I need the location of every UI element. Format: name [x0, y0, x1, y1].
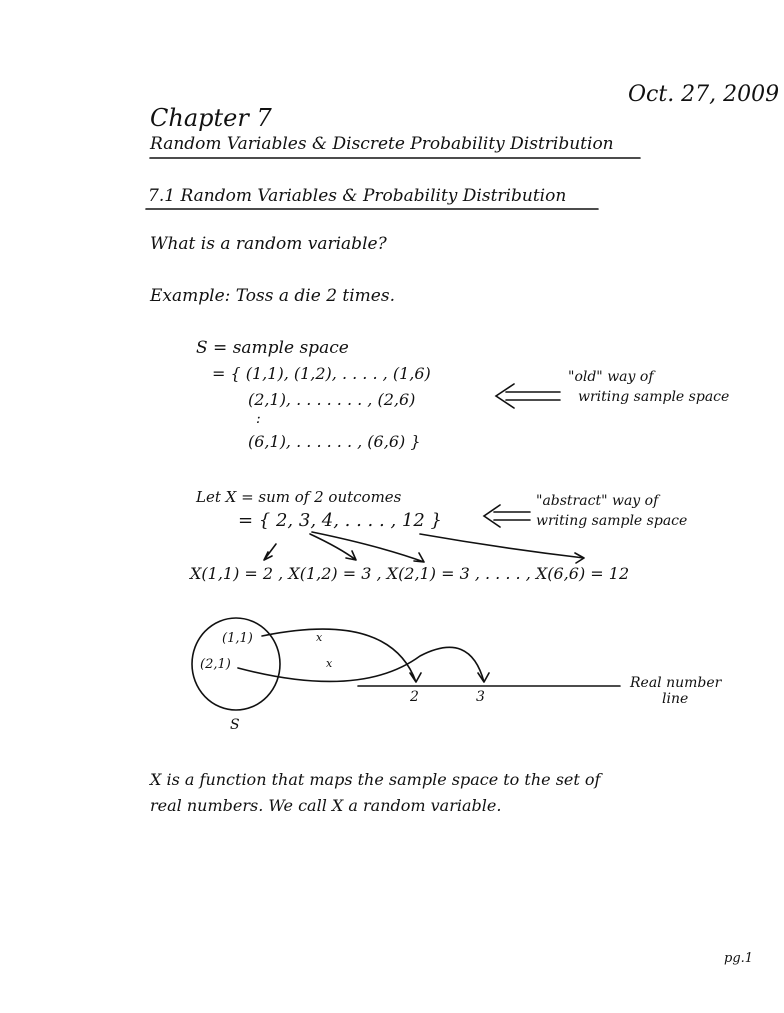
- old-way-note: "old" way of: [568, 369, 654, 385]
- sample-space-label: S = sample space: [196, 338, 349, 358]
- conclusion-text: X is a function that maps the sample space to the set of: [150, 770, 601, 789]
- sample-space-row: (6,1), . . . . . . , (6,6) }: [248, 432, 421, 451]
- abstract-way-note: "abstract" way of: [536, 493, 659, 509]
- chapter-subtitle: Random Variables & Discrete Probability Distribution: [150, 134, 614, 154]
- arrow-11-to-2: [262, 629, 421, 682]
- arrow-label: x: [326, 657, 333, 670]
- number-line-tick-2: 2: [410, 689, 419, 705]
- question-text: What is a random variable?: [150, 234, 387, 254]
- conclusion-text: real numbers. We call X a random variable.: [150, 796, 502, 815]
- vertical-ellipsis: :: [256, 411, 261, 427]
- arrow-to-x12: [310, 534, 356, 560]
- old-way-note: writing sample space: [578, 389, 730, 405]
- diagram-point-1-1: (1,1): [222, 631, 253, 646]
- mapping-examples: X(1,1) = 2 , X(1,2) = 3 , X(2,1) = 3 , . . . . , X(6,6) = 12: [190, 564, 630, 583]
- double-arrow-old: [496, 384, 560, 408]
- arrow-to-x11: [264, 544, 276, 560]
- diagram-point-2-1: (2,1): [200, 657, 231, 672]
- sample-space-row: = { (1,1), (1,2), . . . . , (1,6): [212, 364, 431, 383]
- arrow-21-to-3: [238, 647, 489, 682]
- page-number: pg.1: [724, 951, 754, 966]
- arrow-to-x66: [420, 534, 584, 563]
- random-variable-definition: Let X = sum of 2 outcomes: [196, 488, 402, 506]
- section-title: 7.1 Random Variables & Probability Distribution: [148, 186, 567, 206]
- date-heading: Oct. 27, 2009: [628, 82, 780, 107]
- set-s-label: S: [230, 717, 240, 733]
- real-number-line-label: Real number: [630, 675, 722, 691]
- chapter-title: Chapter 7: [150, 104, 272, 132]
- sample-space-row: (2,1), . . . . . . . , (2,6): [248, 390, 416, 409]
- abstract-way-note: writing sample space: [536, 513, 688, 529]
- number-line-tick-3: 3: [476, 689, 485, 705]
- arrow-to-x21: [312, 532, 424, 562]
- real-number-line-label: line: [662, 691, 689, 707]
- example-text: Example: Toss a die 2 times.: [150, 286, 395, 306]
- random-variable-set: = { 2, 3, 4, . . . . , 12 }: [238, 510, 442, 531]
- double-arrow-abstract: [484, 505, 530, 527]
- arrow-label: x: [316, 631, 323, 644]
